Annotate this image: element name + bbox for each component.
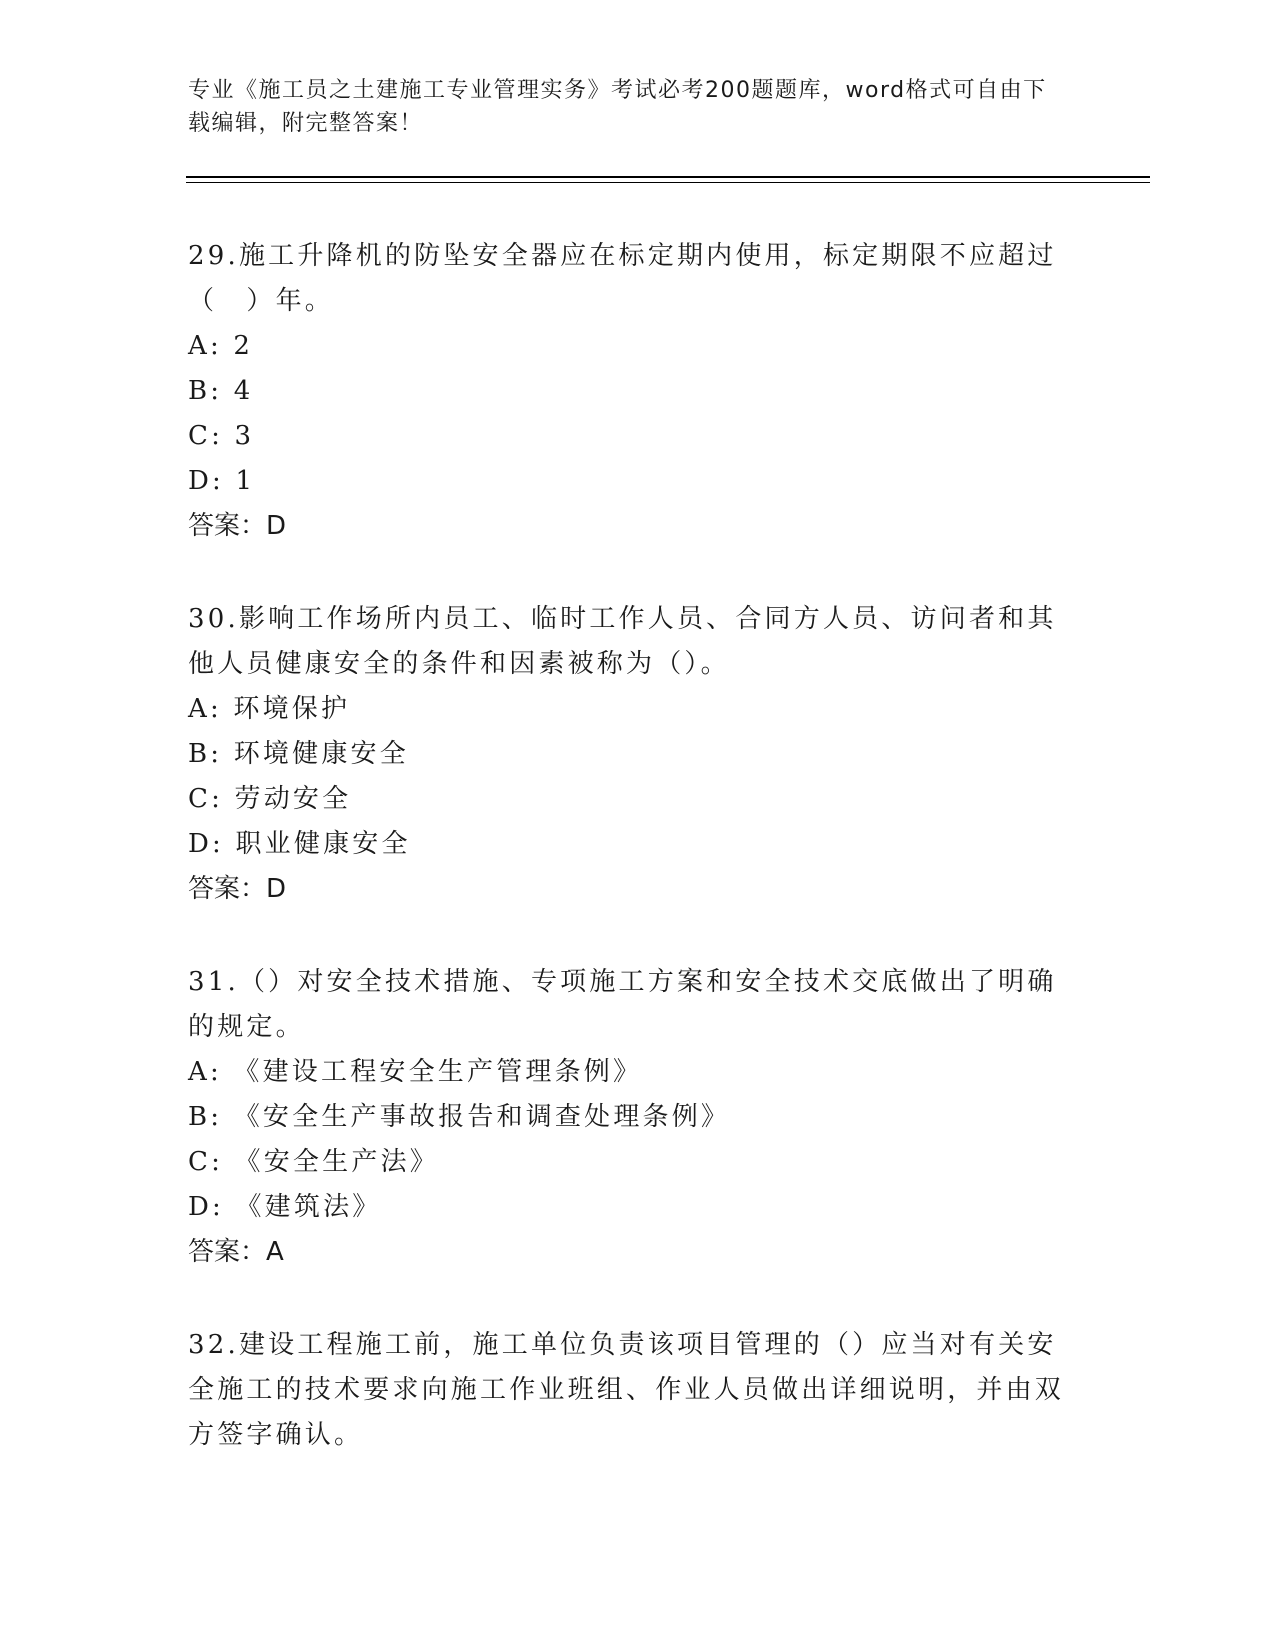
option-a: A: 环境保护 xyxy=(188,694,351,724)
header-divider-thin xyxy=(186,182,1150,183)
question-stem: 29.施工升降机的防坠安全器应在标定期内使用，标定期限不应超过（ ）年。 xyxy=(188,241,1057,316)
question-30 xyxy=(188,597,1068,912)
answer-line: 答案：D xyxy=(188,511,287,541)
option-d: D: 1 xyxy=(188,466,256,496)
question-29 xyxy=(188,234,1068,549)
option-a: A: 《建设工程安全生产管理条例》 xyxy=(188,1057,643,1087)
question-stem: 30.影响工作场所内员工、临时工作人员、合同方人员、访问者和其他人员健康安全的条件和因素被称为（）。 xyxy=(188,604,1057,679)
header-divider-thick xyxy=(186,176,1150,178)
question-stem: 31.（）对安全技术措施、专项施工方案和安全技术交底做出了明确的规定。 xyxy=(188,967,1057,1042)
option-d: D: 《建筑法》 xyxy=(188,1192,382,1222)
answer-line: 答案：A xyxy=(188,1237,284,1267)
document-header-title: 专业《施工员之土建施工专业管理实务》考试必考200题题库，word格式可自由下载编辑，附完整答案！ xyxy=(188,78,1047,136)
option-b: B: 环境健康安全 xyxy=(188,739,409,769)
option-c: C: 《安全生产法》 xyxy=(188,1147,439,1177)
option-d: D: 职业健康安全 xyxy=(188,829,411,859)
question-32 xyxy=(188,1323,1068,1458)
question-stem: 32.建设工程施工前，施工单位负责该项目管理的（）应当对有关安全施工的技术要求向施工作业班组、作业人员做出详细说明，并由双方签字确认。 xyxy=(188,1330,1065,1450)
option-b: B: 《安全生产事故报告和调查处理条例》 xyxy=(188,1102,731,1132)
question-31 xyxy=(188,960,1068,1275)
option-c: C: 劳动安全 xyxy=(188,784,352,814)
option-b: B: 4 xyxy=(188,376,254,406)
answer-line: 答案：D xyxy=(188,874,287,904)
option-c: C: 3 xyxy=(188,421,255,451)
option-a: A: 2 xyxy=(188,331,254,361)
